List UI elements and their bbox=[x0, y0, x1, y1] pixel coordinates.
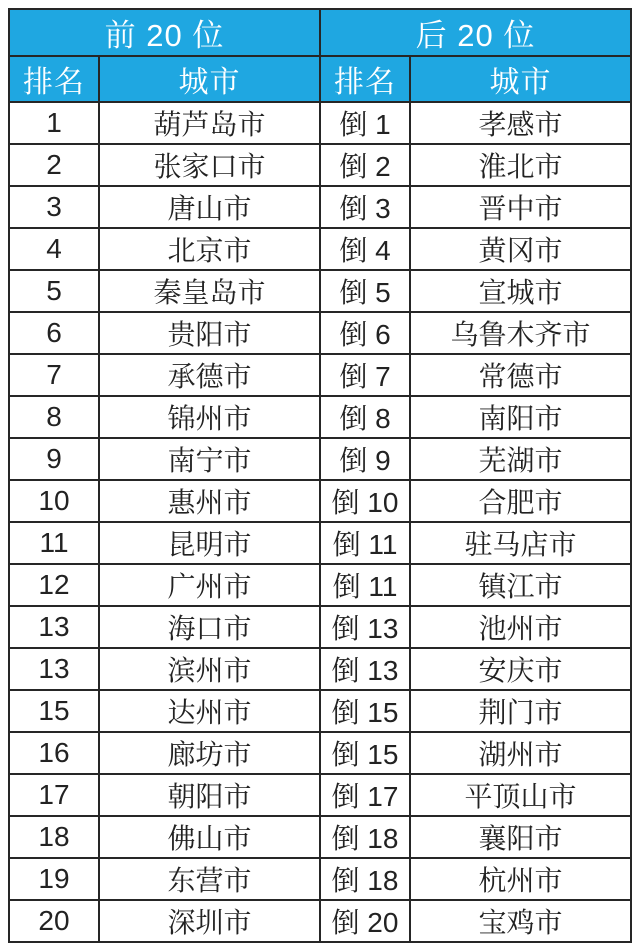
top-rank-cell: 18 bbox=[9, 816, 99, 858]
top-rank-cell: 13 bbox=[9, 606, 99, 648]
top-city-cell: 南宁市 bbox=[99, 438, 320, 480]
table-row bbox=[9, 648, 631, 690]
top-city-cell: 贵阳市 bbox=[99, 312, 320, 354]
top-city-cell: 广州市 bbox=[99, 564, 320, 606]
table-row bbox=[9, 480, 631, 522]
bottom-city-cell: 安庆市 bbox=[410, 648, 631, 690]
bottom-rank-cell: 倒 5 bbox=[320, 270, 410, 312]
bottom-rank-cell: 倒 18 bbox=[320, 816, 410, 858]
bottom-city-cell: 池州市 bbox=[410, 606, 631, 648]
top-rank-cell: 3 bbox=[9, 186, 99, 228]
city-column-header-bottom: 城市 bbox=[410, 56, 631, 102]
bottom-city-cell: 常德市 bbox=[410, 354, 631, 396]
top-city-cell: 滨州市 bbox=[99, 648, 320, 690]
bottom-city-cell: 黄冈市 bbox=[410, 228, 631, 270]
table-row bbox=[9, 396, 631, 438]
table-row bbox=[9, 606, 631, 648]
top-rank-cell: 15 bbox=[9, 690, 99, 732]
top-rank-cell: 5 bbox=[9, 270, 99, 312]
top-rank-cell: 20 bbox=[9, 900, 99, 942]
table-row bbox=[9, 144, 631, 186]
table-body bbox=[9, 102, 631, 942]
top-rank-cell: 6 bbox=[9, 312, 99, 354]
bottom-city-cell: 镇江市 bbox=[410, 564, 631, 606]
bottom-city-cell: 杭州市 bbox=[410, 858, 631, 900]
top-city-cell: 廊坊市 bbox=[99, 732, 320, 774]
table-row bbox=[9, 312, 631, 354]
bottom-rank-cell: 倒 11 bbox=[320, 564, 410, 606]
bottom-rank-cell: 倒 13 bbox=[320, 606, 410, 648]
top-city-cell: 达州市 bbox=[99, 690, 320, 732]
top-rank-cell: 1 bbox=[9, 102, 99, 144]
bottom-city-cell: 芜湖市 bbox=[410, 438, 631, 480]
top-city-cell: 北京市 bbox=[99, 228, 320, 270]
bottom-rank-cell: 倒 15 bbox=[320, 690, 410, 732]
group-header-row bbox=[9, 9, 631, 56]
table-row bbox=[9, 900, 631, 942]
table-row bbox=[9, 816, 631, 858]
top-city-cell: 昆明市 bbox=[99, 522, 320, 564]
bottom-rank-cell: 倒 9 bbox=[320, 438, 410, 480]
table-row bbox=[9, 732, 631, 774]
top-rank-cell: 10 bbox=[9, 480, 99, 522]
table-row bbox=[9, 438, 631, 480]
top-rank-cell: 13 bbox=[9, 648, 99, 690]
rank-column-header-top: 排名 bbox=[9, 56, 99, 102]
table-row bbox=[9, 102, 631, 144]
top-city-cell: 唐山市 bbox=[99, 186, 320, 228]
bottom-rank-cell: 倒 3 bbox=[320, 186, 410, 228]
top20-group-header: 前 20 位 bbox=[9, 9, 320, 56]
bottom-rank-cell: 倒 7 bbox=[320, 354, 410, 396]
table-row bbox=[9, 228, 631, 270]
top-rank-cell: 2 bbox=[9, 144, 99, 186]
city-column-header-top: 城市 bbox=[99, 56, 320, 102]
table-row bbox=[9, 186, 631, 228]
top-city-cell: 佛山市 bbox=[99, 816, 320, 858]
bottom-city-cell: 宝鸡市 bbox=[410, 900, 631, 942]
bottom-rank-cell: 倒 10 bbox=[320, 480, 410, 522]
top-rank-cell: 16 bbox=[9, 732, 99, 774]
top-city-cell: 深圳市 bbox=[99, 900, 320, 942]
top-rank-cell: 11 bbox=[9, 522, 99, 564]
bottom-city-cell: 乌鲁木齐市 bbox=[410, 312, 631, 354]
rank-column-header-bottom: 排名 bbox=[320, 56, 410, 102]
bottom-rank-cell: 倒 11 bbox=[320, 522, 410, 564]
top-city-cell: 朝阳市 bbox=[99, 774, 320, 816]
bottom-rank-cell: 倒 20 bbox=[320, 900, 410, 942]
bottom-city-cell: 平顶山市 bbox=[410, 774, 631, 816]
bottom-city-cell: 合肥市 bbox=[410, 480, 631, 522]
bottom-city-cell: 驻马店市 bbox=[410, 522, 631, 564]
top-city-cell: 承德市 bbox=[99, 354, 320, 396]
bottom-rank-cell: 倒 1 bbox=[320, 102, 410, 144]
top-city-cell: 张家口市 bbox=[99, 144, 320, 186]
top-city-cell: 锦州市 bbox=[99, 396, 320, 438]
top-rank-cell: 9 bbox=[9, 438, 99, 480]
bottom-city-cell: 荆门市 bbox=[410, 690, 631, 732]
column-header-row bbox=[9, 56, 631, 102]
top-rank-cell: 12 bbox=[9, 564, 99, 606]
bottom-rank-cell: 倒 13 bbox=[320, 648, 410, 690]
top-city-cell: 海口市 bbox=[99, 606, 320, 648]
top-rank-cell: 17 bbox=[9, 774, 99, 816]
table-row bbox=[9, 690, 631, 732]
bottom-rank-cell: 倒 15 bbox=[320, 732, 410, 774]
bottom-rank-cell: 倒 17 bbox=[320, 774, 410, 816]
table-row bbox=[9, 564, 631, 606]
table-row bbox=[9, 354, 631, 396]
city-ranking-table bbox=[8, 8, 632, 943]
top-rank-cell: 7 bbox=[9, 354, 99, 396]
top-city-cell: 葫芦岛市 bbox=[99, 102, 320, 144]
top-city-cell: 惠州市 bbox=[99, 480, 320, 522]
bottom-city-cell: 南阳市 bbox=[410, 396, 631, 438]
bottom-city-cell: 襄阳市 bbox=[410, 816, 631, 858]
bottom20-group-header: 后 20 位 bbox=[320, 9, 631, 56]
table-header bbox=[9, 9, 631, 102]
bottom-city-cell: 孝感市 bbox=[410, 102, 631, 144]
top-rank-cell: 19 bbox=[9, 858, 99, 900]
table-row bbox=[9, 774, 631, 816]
table-row bbox=[9, 858, 631, 900]
table-row bbox=[9, 270, 631, 312]
bottom-city-cell: 宣城市 bbox=[410, 270, 631, 312]
bottom-rank-cell: 倒 6 bbox=[320, 312, 410, 354]
bottom-rank-cell: 倒 8 bbox=[320, 396, 410, 438]
table-row bbox=[9, 522, 631, 564]
bottom-city-cell: 淮北市 bbox=[410, 144, 631, 186]
top-city-cell: 东营市 bbox=[99, 858, 320, 900]
top-rank-cell: 8 bbox=[9, 396, 99, 438]
bottom-city-cell: 湖州市 bbox=[410, 732, 631, 774]
top-city-cell: 秦皇岛市 bbox=[99, 270, 320, 312]
bottom-city-cell: 晋中市 bbox=[410, 186, 631, 228]
top-rank-cell: 4 bbox=[9, 228, 99, 270]
bottom-rank-cell: 倒 4 bbox=[320, 228, 410, 270]
bottom-rank-cell: 倒 2 bbox=[320, 144, 410, 186]
bottom-rank-cell: 倒 18 bbox=[320, 858, 410, 900]
